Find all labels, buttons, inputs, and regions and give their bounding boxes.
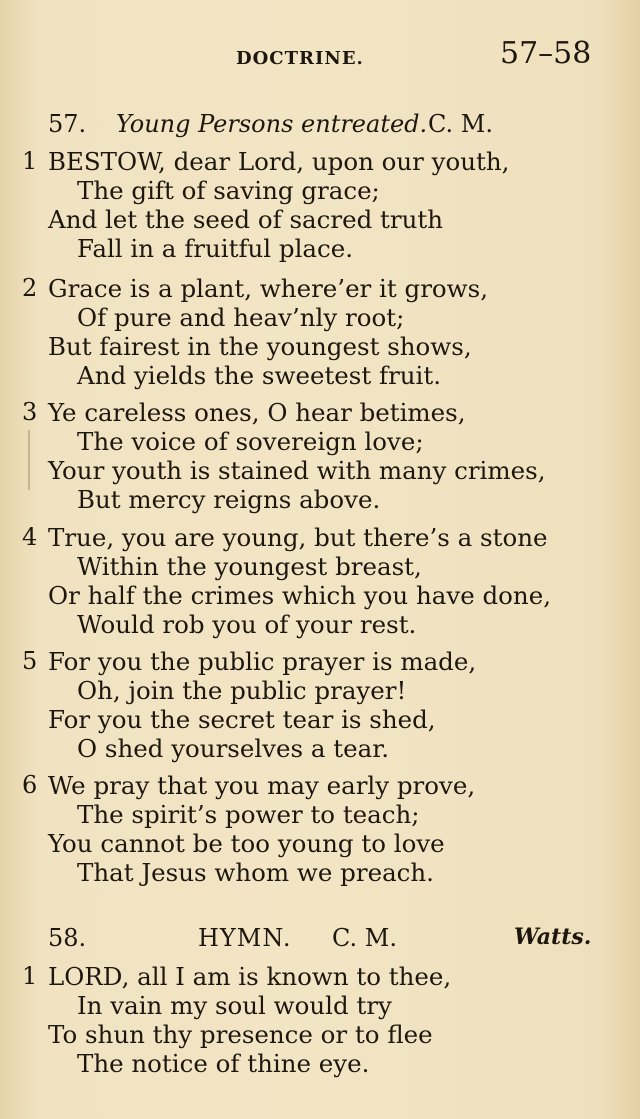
verse-line: Ye careless ones, O hear betimes, (48, 398, 466, 427)
hymn-58-title (48, 924, 608, 958)
hymn-meter: C. M. (428, 110, 493, 138)
hymn-number: 58. (48, 924, 87, 952)
hymn-author: Watts. (514, 924, 592, 950)
verse-line: We pray that you may early prove, (48, 771, 476, 800)
verse-number: 4 (22, 523, 38, 551)
running-head: DOCTRINE. (236, 48, 364, 69)
verse-number: 1 (22, 962, 38, 990)
page-range: 57–58 (500, 36, 592, 71)
verse-line: And yields the sweetest fruit. (77, 361, 442, 390)
verse-number: 6 (22, 771, 38, 799)
verse-line: The voice of sovereign love; (77, 427, 424, 456)
verse-line: That Jesus whom we preach. (77, 858, 434, 887)
hymn-meter: C. M. (332, 924, 397, 952)
hymn-number: 57. (48, 110, 87, 138)
verse-line: BESTOW, dear Lord, upon our youth, (48, 147, 510, 176)
verse-number: 5 (22, 647, 38, 675)
verse-line: Of pure and heav’nly root; (77, 303, 405, 332)
verse-line: The notice of thine eye. (77, 1049, 370, 1078)
verse-line: O shed yourselves a tear. (77, 734, 390, 763)
page-header (0, 34, 640, 84)
verse-line: LORD, all I am is known to thee, (48, 962, 452, 991)
verse-line: To shun thy presence or to flee (48, 1020, 433, 1049)
verse-line: The gift of saving grace; (77, 176, 380, 205)
verse-line: Grace is a plant, where’er it grows, (48, 274, 489, 303)
verse-line: Your youth is stained with many crimes, (48, 456, 546, 485)
hymn-subject: HYMN. (198, 924, 292, 952)
verse-line: For you the public prayer is made, (48, 647, 477, 676)
verse-line: And let the seed of sacred truth (48, 205, 444, 234)
verse-line: For you the secret tear is shed, (48, 705, 436, 734)
hymn-subject: Young Persons entreated. (116, 110, 428, 138)
verse-line: You cannot be too young to love (48, 829, 445, 858)
verse-line: Oh, join the public prayer! (77, 676, 407, 705)
margin-rule (28, 430, 30, 490)
verse-line: Or half the crimes which you have done, (48, 581, 551, 610)
verse-number: 2 (22, 274, 38, 302)
verse-line: The spirit’s power to teach; (77, 800, 420, 829)
verse-line: In vain my soul would try (77, 991, 392, 1020)
verse-number: 3 (22, 398, 38, 426)
verse-line: But fairest in the youngest shows, (48, 332, 472, 361)
verse-line: Would rob you of your rest. (77, 610, 417, 639)
hymn-57-title (48, 110, 608, 144)
verse-line: True, you are young, but there’s a stone (48, 523, 548, 552)
verse-number: 1 (22, 147, 38, 175)
verse-line: Fall in a fruitful place. (77, 234, 354, 263)
verse-line: Within the youngest breast, (77, 552, 422, 581)
verse-line: But mercy reigns above. (77, 485, 381, 514)
